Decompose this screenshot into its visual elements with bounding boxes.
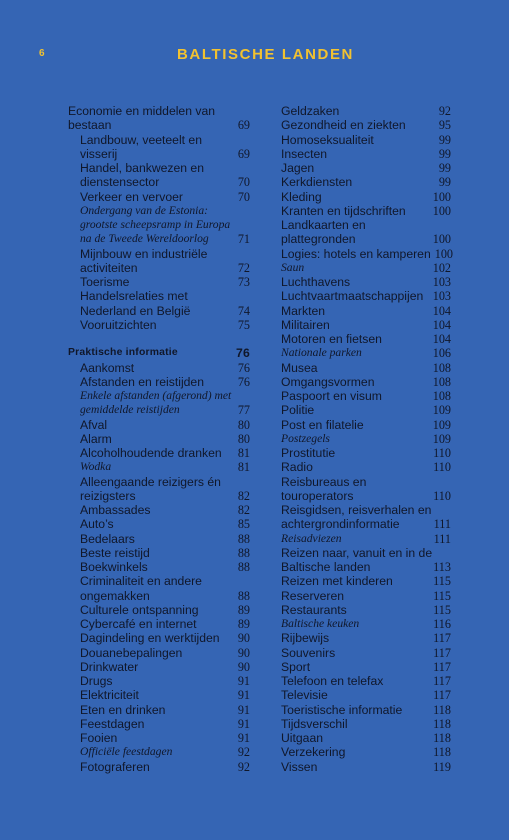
toc-entry-page: 76 xyxy=(236,346,250,361)
toc-entry-label: bestaan xyxy=(68,118,112,133)
toc-entry-label: Politie xyxy=(281,403,315,418)
toc-entry-label: Criminaliteit en andere xyxy=(80,574,202,589)
toc-entry-label: Elektriciteit xyxy=(80,688,139,703)
toc-entry xyxy=(281,532,451,546)
toc-entry-label: Afval xyxy=(80,417,108,432)
toc-entry xyxy=(68,760,250,774)
toc-entry-label: Bedelaars xyxy=(80,531,135,546)
toc-entry-page: 104 xyxy=(432,332,451,346)
toc-entry xyxy=(68,275,250,289)
toc-entry xyxy=(68,475,250,489)
toc-entry-label: na de Tweede Wereldoorlog xyxy=(80,232,209,246)
toc-entry-label: plattegronden xyxy=(281,232,356,247)
toc-entry-label: Alleengaande reizigers én xyxy=(80,474,221,489)
toc-entry xyxy=(68,304,250,318)
toc-entry xyxy=(68,389,250,403)
toc-entry-label: Nationale parken xyxy=(281,346,362,360)
toc-entry xyxy=(281,332,451,346)
toc-entry xyxy=(68,717,250,731)
toc-entry xyxy=(281,589,451,603)
toc-entry-label: Souvenirs xyxy=(281,645,336,660)
toc-entry xyxy=(281,218,451,232)
toc-entry xyxy=(281,261,451,275)
toc-entry-label: Jagen xyxy=(281,161,315,175)
toc-entry-page: 117 xyxy=(433,645,451,660)
toc-entry-label: Kleding xyxy=(281,189,322,204)
toc-entry xyxy=(68,503,250,517)
toc-entry-label: gemiddelde reistijden xyxy=(80,403,180,417)
toc-entry-label: Sport xyxy=(281,659,311,674)
toc-entry xyxy=(68,218,250,232)
toc-entry-label: Ondergang van de Estonia: xyxy=(80,203,209,217)
toc-entry-page: 76 xyxy=(237,374,250,389)
toc-entry-label: Feestdagen xyxy=(80,716,145,731)
toc-entry-page: 69 xyxy=(237,118,250,133)
toc-entry-page: 110 xyxy=(433,446,451,460)
toc-entry xyxy=(68,617,250,631)
toc-entry-page: 104 xyxy=(432,303,451,318)
toc-entry-label: Culturele ontspanning xyxy=(80,602,199,617)
toc-entry-label: Restaurants xyxy=(281,602,347,617)
toc-entry xyxy=(281,133,451,147)
toc-entry xyxy=(68,361,250,375)
toc-entry-page: 109 xyxy=(432,403,451,418)
toc-entry-page: 75 xyxy=(237,317,250,332)
toc-entry-label: Baltische keuken xyxy=(281,617,360,630)
toc-entry xyxy=(281,546,451,560)
toc-left-column xyxy=(68,104,250,774)
toc-entry-page: 95 xyxy=(438,118,451,133)
toc-entry xyxy=(68,318,250,332)
toc-entry xyxy=(281,403,451,417)
toc-entry-label: Uitgaan xyxy=(281,731,324,745)
toc-entry-label: Economie en middelen van xyxy=(68,104,216,118)
toc-entry xyxy=(281,631,451,645)
toc-entry xyxy=(281,432,451,446)
toc-entry-label: Paspoort en visum xyxy=(281,389,382,403)
toc-entry xyxy=(281,503,451,517)
toc-entry-label: Boekwinkels xyxy=(80,560,148,574)
toc-entry-page: 109 xyxy=(432,431,451,446)
toc-entry-page: 92 xyxy=(237,745,250,760)
toc-entry-label: Toeristische informatie xyxy=(281,702,403,717)
toc-entry-label: Reisbureaus en xyxy=(281,474,367,489)
toc-entry-label: Eten en drinken xyxy=(80,702,166,717)
toc-entry-label: Reisgidsen, reisverhalen en xyxy=(281,503,432,517)
toc-entry xyxy=(281,147,451,161)
toc-entry xyxy=(68,517,250,531)
toc-entry-page: 100 xyxy=(432,232,451,247)
toc-entry-page: 91 xyxy=(237,731,250,745)
toc-entry xyxy=(281,489,451,503)
toc-entry xyxy=(68,232,250,246)
toc-entry-label: Wodka xyxy=(80,460,112,474)
toc-entry-label: Fooien xyxy=(80,731,118,745)
toc-entry-page: 100 xyxy=(432,189,451,204)
toc-entry-page: 89 xyxy=(237,602,250,617)
toc-entry xyxy=(68,118,250,132)
toc-entry xyxy=(281,446,451,460)
toc-entry-page: 81 xyxy=(237,446,250,460)
toc-entry-page: 115 xyxy=(433,602,451,617)
toc-entry-page: 103 xyxy=(432,289,451,304)
toc-entry xyxy=(68,289,250,303)
toc-entry xyxy=(281,603,451,617)
toc-entry xyxy=(281,375,451,389)
toc-entry xyxy=(281,475,451,489)
toc-entry-page: 115 xyxy=(433,574,451,589)
toc-entry xyxy=(68,432,250,446)
toc-entry xyxy=(281,646,451,660)
toc-entry-label: Vissen xyxy=(281,759,318,774)
toc-entry-page: 117 xyxy=(433,659,451,674)
toc-entry xyxy=(68,603,250,617)
toc-entry-label: visserij xyxy=(80,146,118,161)
toc-entry-page: 82 xyxy=(237,503,250,517)
toc-entry-page: 116 xyxy=(433,617,451,631)
toc-entry-page: 80 xyxy=(237,417,250,432)
toc-entry xyxy=(281,346,451,360)
toc-entry-page: 71 xyxy=(237,232,250,247)
toc-entry-label: Reizen met kinderen xyxy=(281,574,393,589)
toc-entry-label: Cybercafé en internet xyxy=(80,617,197,631)
toc-entry xyxy=(68,204,250,218)
toc-entry-label: Beste reistijd xyxy=(80,545,150,560)
toc-entry-label: Alcoholhoudende dranken xyxy=(80,446,222,460)
toc-entry xyxy=(281,688,451,702)
toc-entry xyxy=(68,104,250,118)
toc-entry-label: Landkaarten en xyxy=(281,218,366,232)
toc-entry-label: Officiële feestdagen xyxy=(80,745,173,759)
toc-entry xyxy=(68,489,250,503)
toc-entry-label: Ambassades xyxy=(80,503,151,517)
toc-entry-page: 108 xyxy=(432,389,451,403)
toc-entry-label: Militairen xyxy=(281,317,330,332)
toc-entry-label: Vooruitzichten xyxy=(80,317,157,332)
toc-entry-page: 118 xyxy=(433,745,451,760)
toc-entry-label: Post en filatelie xyxy=(281,417,364,432)
toc-entry xyxy=(68,560,250,574)
toc-entry-page: 117 xyxy=(433,674,451,688)
toc-entry-page: 70 xyxy=(237,189,250,204)
toc-gap xyxy=(68,332,250,346)
toc-entry xyxy=(281,418,451,432)
toc-entry xyxy=(281,760,451,774)
toc-entry xyxy=(68,731,250,745)
toc-entry-label: Afstanden en reistijden xyxy=(80,374,204,389)
toc-entry-page: 109 xyxy=(432,417,451,432)
toc-entry-page: 102 xyxy=(432,260,451,275)
toc-entry-label: Drugs xyxy=(80,674,113,688)
toc-entry-label: Handel, bankwezen en xyxy=(80,161,204,175)
toc-entry-label: Reserveren xyxy=(281,588,344,603)
toc-entry xyxy=(281,517,451,531)
toc-entry xyxy=(281,304,451,318)
toc-entry-page: 72 xyxy=(237,260,250,275)
toc-entry-page: 119 xyxy=(433,759,451,774)
toc-entry-label: Aankomst xyxy=(80,360,135,375)
toc-entry-page: 99 xyxy=(438,161,451,175)
toc-entry-page: 111 xyxy=(433,531,451,546)
toc-entry xyxy=(68,133,250,147)
toc-entry-page: 70 xyxy=(237,175,250,190)
toc-entry xyxy=(281,674,451,688)
toc-entry-page: 100 xyxy=(434,246,454,261)
toc-entry-page: 91 xyxy=(237,674,250,688)
toc-entry xyxy=(68,190,250,204)
toc-entry-label: Luchthavens xyxy=(281,275,351,289)
toc-entry xyxy=(281,204,451,218)
toc-entry-page: 99 xyxy=(438,132,451,147)
toc-entry xyxy=(281,745,451,759)
toc-entry-label: Televisie xyxy=(281,688,328,703)
toc-entry-label: Prostitutie xyxy=(281,446,336,460)
toc-entry xyxy=(281,318,451,332)
toc-entry xyxy=(68,674,250,688)
toc-entry-label: ongemakken xyxy=(80,588,150,603)
toc-entry-label: Insecten xyxy=(281,146,328,161)
toc-entry xyxy=(281,574,451,588)
toc-entry-label: grootste scheepsramp in Europa xyxy=(80,218,231,231)
toc-entry-label: Dagindeling en werktijden xyxy=(80,631,220,646)
toc-entry-label: Alarm xyxy=(80,431,112,446)
toc-entry-page: 77 xyxy=(237,403,250,418)
toc-entry xyxy=(281,104,451,118)
toc-entry-page: 104 xyxy=(432,317,451,332)
toc-entry-page: 80 xyxy=(237,431,250,446)
toc-entry xyxy=(68,161,250,175)
toc-entry-label: Markten xyxy=(281,303,326,318)
toc-entry xyxy=(68,532,250,546)
toc-entry-label: dienstensector xyxy=(80,175,160,190)
toc-entry xyxy=(68,745,250,759)
toc-entry-page: 117 xyxy=(433,688,451,703)
toc-entry-label: Enkele afstanden (afgerond) met xyxy=(80,389,232,402)
toc-entry-label: Motoren en fietsen xyxy=(281,332,382,346)
toc-entry-page: 92 xyxy=(438,104,451,118)
toc-entry xyxy=(68,247,250,261)
toc-entry-page: 113 xyxy=(433,560,451,574)
toc-entry-page: 99 xyxy=(438,146,451,161)
toc-entry-page: 88 xyxy=(237,588,250,603)
toc-entry-page: 110 xyxy=(433,488,451,503)
toc-entry xyxy=(281,246,454,261)
toc-entry-label: Baltische landen xyxy=(281,560,371,574)
toc-entry-label: Auto’s xyxy=(80,517,114,532)
toc-entry-page: 90 xyxy=(237,645,250,660)
toc-entry-label: Homoseksualiteit xyxy=(281,132,374,147)
toc-entry-label: Geldzaken xyxy=(281,104,340,118)
running-head: BALTISCHE LANDEN xyxy=(177,46,354,63)
toc-entry-page: 115 xyxy=(433,588,451,603)
toc-right-column xyxy=(281,104,454,774)
toc-entry xyxy=(281,289,451,303)
toc-entry xyxy=(68,688,250,702)
toc-entry xyxy=(281,389,451,403)
toc-entry-label: Radio xyxy=(281,460,313,475)
toc-entry-page: 111 xyxy=(433,517,451,532)
toc-entry-label: Handelsrelaties met xyxy=(80,289,188,304)
toc-entry-page: 91 xyxy=(237,688,250,703)
toc-entry-page: 91 xyxy=(237,702,250,717)
toc-entry xyxy=(281,717,451,731)
toc-entry-label: Reizen naar, vanuit en in de xyxy=(281,545,433,560)
toc-entry-label: Saun xyxy=(281,260,305,274)
toc-entry-label: Postzegels xyxy=(281,431,330,445)
toc-entry-page: 89 xyxy=(237,617,250,631)
toc-entry-page: 76 xyxy=(237,360,250,375)
toc-entry-label: Landbouw, veeteelt en xyxy=(80,132,202,147)
toc-entry-label: Kranten en tijdschriften xyxy=(281,203,406,218)
toc-entry-label: reizigsters xyxy=(80,488,136,503)
toc-entry-page: 88 xyxy=(237,560,250,574)
toc-entry-page: 91 xyxy=(237,716,250,731)
toc-entry-label: Drinkwater xyxy=(80,659,139,674)
toc-entry-page: 90 xyxy=(237,631,250,646)
page-number: 6 xyxy=(39,48,45,59)
toc-entry-label: Telefoon en telefax xyxy=(281,674,384,688)
toc-entry-page: 103 xyxy=(432,275,451,289)
toc-entry-label: Tijdsverschil xyxy=(281,716,348,731)
toc-entry-page: 118 xyxy=(433,702,451,717)
toc-entry-page: 100 xyxy=(432,203,451,218)
toc-entry-page: 90 xyxy=(237,659,250,674)
toc-entry xyxy=(281,232,451,246)
toc-entry-label: activiteiten xyxy=(80,260,138,275)
toc-entry xyxy=(281,703,451,717)
toc-entry-label: Gezondheid en ziekten xyxy=(281,118,406,133)
toc-entry-page: 110 xyxy=(433,460,451,475)
toc-entry-page: 99 xyxy=(438,175,451,190)
toc-entry-page: 108 xyxy=(432,374,451,389)
toc-entry-label: Verkeer en vervoer xyxy=(80,189,183,204)
toc-entry-page: 92 xyxy=(237,759,250,774)
toc-entry xyxy=(68,147,250,161)
toc-entry-label: Omgangsvormen xyxy=(281,374,375,389)
toc-entry xyxy=(281,161,451,175)
toc-entry xyxy=(281,460,451,474)
toc-entry xyxy=(68,546,250,560)
toc-entry-label: Logies: hotels en kamperen xyxy=(281,246,431,261)
toc-entry xyxy=(281,731,451,745)
toc-entry xyxy=(68,660,250,674)
toc-entry xyxy=(281,361,451,375)
toc-entry-label: Verzekering xyxy=(281,745,346,760)
toc-entry xyxy=(281,118,451,132)
toc-entry xyxy=(281,560,451,574)
toc-entry-label: Rijbewijs xyxy=(281,631,330,646)
toc-entry-label: Mijnbouw en industriële xyxy=(80,246,208,261)
toc-entry-label: Musea xyxy=(281,360,318,375)
toc-entry-label: achtergrondinformatie xyxy=(281,517,400,532)
toc-entry-page: 106 xyxy=(432,346,451,361)
toc-entry xyxy=(281,660,451,674)
toc-entry-label: Douanebepalingen xyxy=(80,645,183,660)
toc-entry-page: 74 xyxy=(237,303,250,318)
toc-entry-page: 73 xyxy=(237,275,250,289)
toc-entry xyxy=(68,631,250,645)
toc-entry-label: Nederland en België xyxy=(80,303,191,318)
toc-entry-page: 108 xyxy=(432,360,451,375)
toc-entry xyxy=(68,418,250,432)
toc-entry xyxy=(281,175,451,189)
toc-entry xyxy=(68,589,250,603)
toc-entry-label: Luchtvaartmaatschappijen xyxy=(281,289,424,304)
toc-entry xyxy=(68,646,250,660)
toc-entry xyxy=(281,190,451,204)
toc-entry-label: Reisadviezen xyxy=(281,531,342,545)
toc-entry-page: 81 xyxy=(237,460,250,475)
toc-entry xyxy=(68,460,250,474)
toc-entry-page: 88 xyxy=(237,531,250,546)
toc-entry-label: Praktische informatie xyxy=(68,347,178,359)
toc-entry xyxy=(281,617,451,631)
toc-entry-page: 118 xyxy=(433,716,451,731)
toc-entry xyxy=(68,403,250,417)
toc-entry xyxy=(68,175,250,189)
toc-entry xyxy=(68,574,250,588)
toc-entry xyxy=(281,275,451,289)
toc-entry-page: 118 xyxy=(433,731,451,745)
toc-entry-label: Fotograferen xyxy=(80,759,150,774)
toc-entry-label: Kerkdiensten xyxy=(281,175,353,190)
toc-entry xyxy=(68,446,250,460)
toc-entry-label: touroperators xyxy=(281,488,354,503)
toc-entry xyxy=(68,261,250,275)
toc-entry-page: 85 xyxy=(237,517,250,532)
toc-entry-page: 69 xyxy=(237,146,250,161)
toc-entry-page: 88 xyxy=(237,545,250,560)
toc-section-heading xyxy=(68,346,250,360)
toc-entry xyxy=(68,375,250,389)
toc-entry-page: 82 xyxy=(237,488,250,503)
toc-entry xyxy=(68,703,250,717)
toc-entry-page: 117 xyxy=(433,631,451,646)
toc-entry-label: Toerisme xyxy=(80,275,130,289)
